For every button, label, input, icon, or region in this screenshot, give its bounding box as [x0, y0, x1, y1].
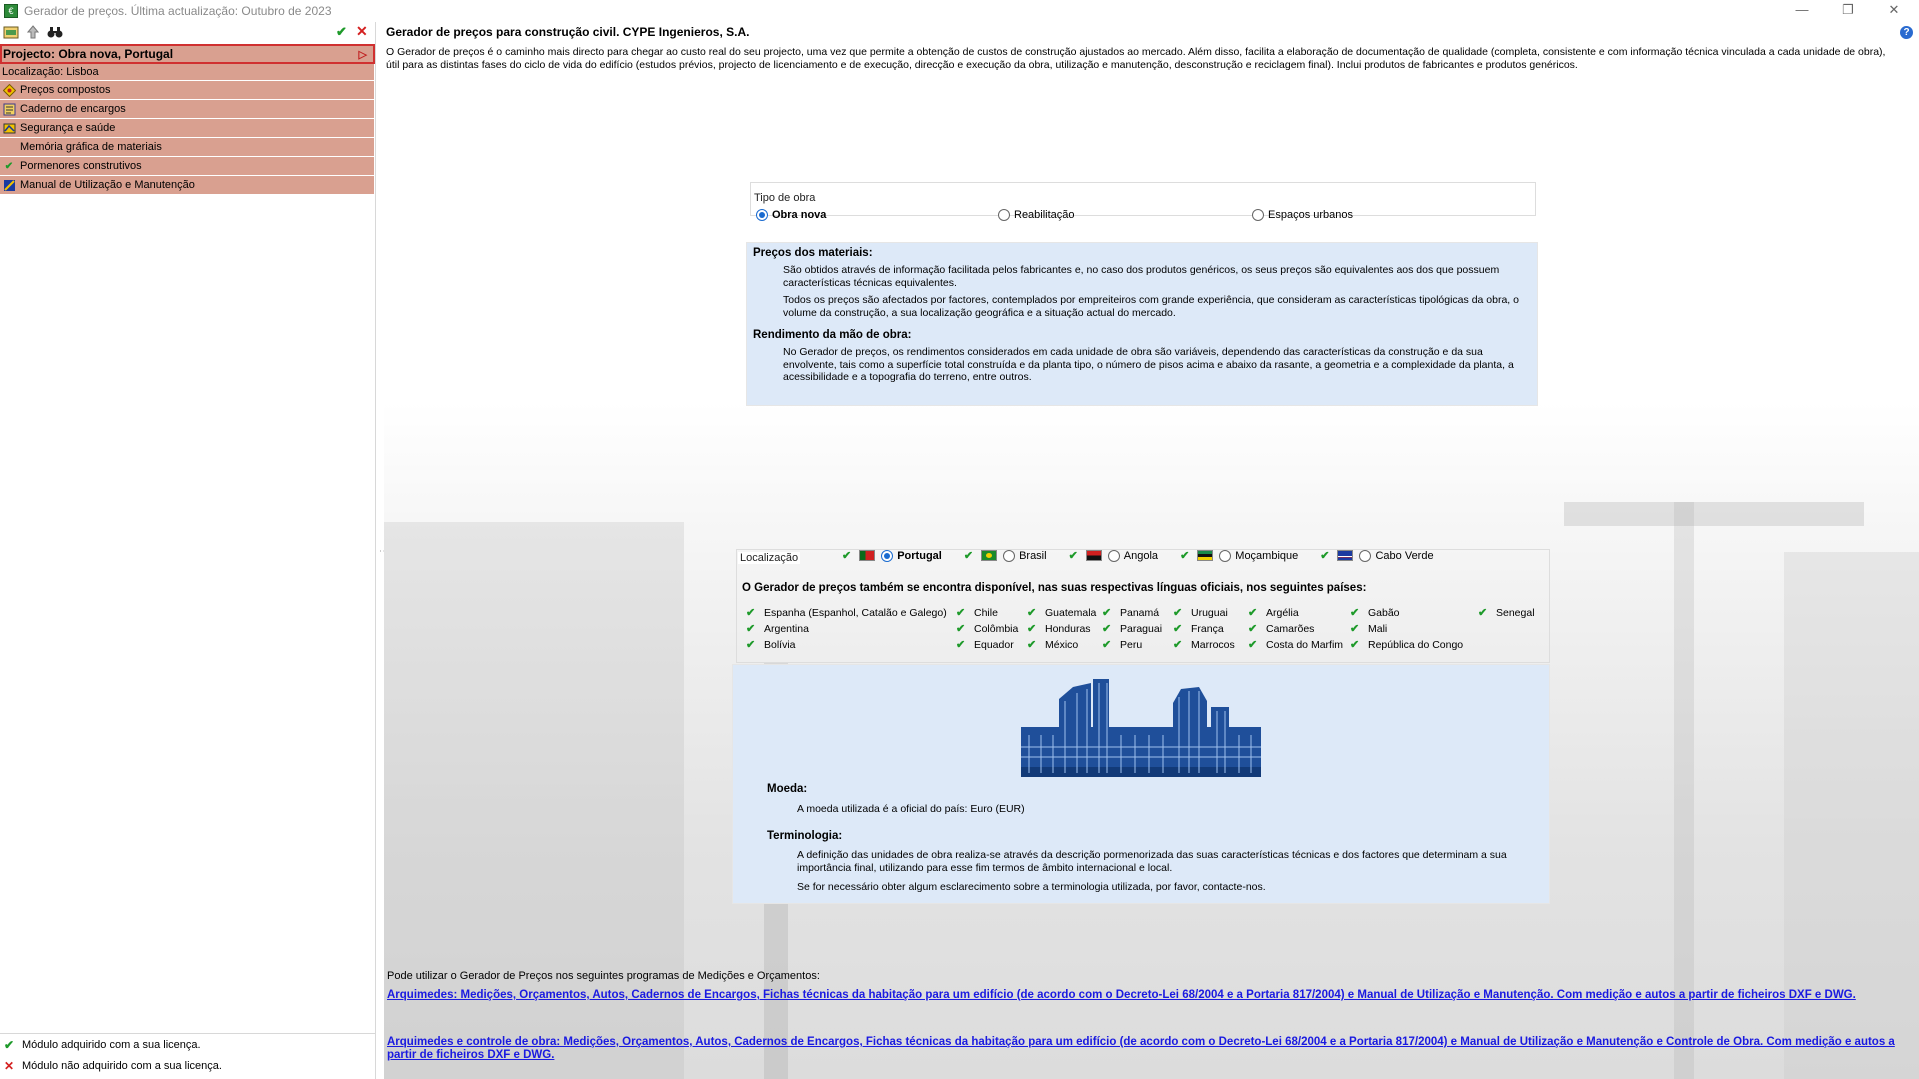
currency-title: Moeda:: [767, 783, 808, 795]
labor-paragraph: No Gerador de preços, os rendimentos considerados em cada unidade de obra são variáveis, dependendo das características da construção e da sua envolvente, tais como a superfície total construída e da planta tipo, o número de pisos acima e abaixo da rasante, a geometria e a complexidade da planta, a acessibilidade e a topografia do terreno, entre outros.: [783, 346, 1514, 383]
up-arrow-icon[interactable]: [24, 24, 42, 40]
materials-info-panel: [746, 242, 1538, 406]
legend-not-acquired: ✕ Módulo não adquirido com a sua licença.: [4, 1058, 222, 1073]
close-button[interactable]: ✕: [1888, 2, 1900, 17]
terminology-paragraph: A definição das unidades de obra realiza-se através da descrição pormenorizada das suas características técnicas e dos factores que determinam a sua importância final, utilizando para esse fim termos de âmbito internacional e local.: [797, 849, 1507, 874]
country-item: ✔ Paraguai: [1102, 623, 1163, 635]
labor-title: Rendimento da mão de obra:: [753, 329, 912, 341]
location-label[interactable]: Localização: Lisboa: [0, 64, 374, 81]
tipo-obra-legend: Tipo de obra: [754, 192, 816, 204]
app-icon: €: [4, 4, 18, 18]
window-title: Gerador de preços. Última actualização: Outubro de 2023: [24, 4, 332, 18]
terminology-contact: Se for necessário obter algum esclarecimento sobre a terminologia utilizada, por favor, contacte-nos.: [797, 881, 1266, 893]
country-item: ✔ Espanha (Espanhol, Catalão e Galego): [746, 607, 947, 619]
project-selector[interactable]: [0, 44, 375, 64]
link-arquimedes-controle-obra[interactable]: Arquimedes e controle de obra: Medições, Orçamentos, Autos, Cadernos de Encargos, Fichas técnicas da habitação para um edifício (de acordo com o Decreto-Lei 68/2004 e a Portaria 817/2004) e Manual de Utilização e Manutenção e Controle de Obra. Com medição e autos a partir de ficheiros DXF e DWG.: [387, 1036, 1895, 1061]
check-icon: ✔: [842, 550, 852, 562]
sidebar: [0, 22, 376, 1079]
check-icon: ✔: [4, 1037, 15, 1052]
help-icon[interactable]: ?: [1900, 26, 1913, 39]
radio-brasil[interactable]: Brasil: [1003, 550, 1047, 562]
localizacao-legend: Localização: [740, 552, 799, 564]
check-icon: ✔: [963, 550, 974, 562]
country-item: ✔ México: [1027, 639, 1079, 651]
country-item: ✔ Chile: [956, 607, 998, 619]
country-item: ✔ Honduras: [1027, 623, 1091, 635]
tipo-obra-group: [750, 182, 1536, 216]
sidebar-item-memoria-grafica[interactable]: [0, 138, 374, 157]
sidebar-item-label: Manual de Utilização e Manutenção: [20, 178, 195, 191]
materials-paragraph: São obtidos através de informação facilitada pelos fabricantes e, no caso dos produtos genéricos, os seus preços são equivalentes aos dos que possuem características técnicas equivalentes.: [783, 264, 1500, 289]
minimize-button[interactable]: —: [1795, 2, 1809, 17]
country-item: ✔ Camarões: [1248, 623, 1315, 635]
countries-column: [1102, 605, 1162, 653]
countries-column: [746, 605, 947, 653]
play-arrow-icon[interactable]: ▷: [358, 49, 367, 61]
countries-column: [1478, 605, 1535, 621]
radio-angola[interactable]: Angola: [1108, 550, 1158, 562]
country-options: [842, 549, 1434, 562]
sidebar-item-seguranca-saude[interactable]: [0, 119, 374, 138]
radio-reabilitacao[interactable]: Reabilitação: [998, 209, 1075, 221]
flag-cabo-verde-icon: [1337, 550, 1353, 561]
cross-icon: ✕: [4, 1058, 15, 1073]
title-bar: [0, 0, 1919, 22]
materials-title: Preços dos materiais:: [753, 247, 873, 259]
country-item: ✔ França: [1173, 623, 1224, 635]
currency-info-panel: [732, 664, 1550, 904]
check-icon: ✔: [1068, 550, 1078, 562]
accept-icon[interactable]: ✔: [336, 24, 347, 39]
radio-mocambique[interactable]: Moçambique: [1219, 550, 1298, 562]
country-item: ✔ Marrocos: [1173, 639, 1235, 651]
folder-open-icon[interactable]: [2, 24, 20, 40]
sidebar-item-label: Preços compostos: [20, 83, 111, 96]
sidebar-item-precos-compostos[interactable]: [0, 81, 374, 100]
country-item: ✔ Equador: [956, 639, 1014, 651]
country-item: ✔ República do Congo: [1350, 639, 1464, 651]
countries-column: [1248, 605, 1343, 653]
sidebar-item-pormenores[interactable]: [0, 157, 374, 176]
country-item: ✔ Mali: [1350, 623, 1388, 635]
sidebar-toolbar: [0, 22, 375, 42]
radio-icon: [998, 209, 1010, 221]
countries-column: [956, 605, 1018, 653]
intro-text: O Gerador de preços é o caminho mais directo para chegar ao custo real do seu projecto, uma vez que permite a obtenção de custos de construção ajustados ao mercado. Além disso, facilita a elaboração de documentação de qualidade (completa, consistente e com informação técnica vinculada a cada unidade de obra), útil para as distintas fases do ciclo de vida do edifício (estudos prévios, projecto de licenciamento e de execução, direcção e execução da obra, utilização e manutenção, desconstrução e reciclagem final). Inclui produtos de fabricantes e produtos genéricos.: [386, 46, 1886, 71]
flag-angola-icon: [1086, 550, 1102, 561]
price-icon: [2, 83, 16, 97]
country-item: ✔ Colômbia: [956, 623, 1019, 635]
sidebar-item-label: Memória gráfica de materiais: [20, 140, 162, 153]
legend-acquired: ✔ Módulo adquirido com a sua licença.: [4, 1037, 201, 1052]
manual-icon: [2, 178, 16, 192]
safety-icon: [2, 121, 16, 135]
country-item: ✔ Gabão: [1350, 607, 1400, 619]
countries-column: [1350, 605, 1463, 653]
page-title: Gerador de preços para construção civil. CYPE Ingenieros, S.A.: [386, 25, 750, 39]
countries-title: O Gerador de preços também se encontra disponível, nas suas respectivas línguas oficiais, nos seguintes países:: [742, 582, 1367, 594]
check-icon: ✔: [1180, 550, 1190, 562]
country-item: ✔ Bolívia: [746, 639, 796, 651]
city-skyline-image: [1021, 677, 1261, 777]
programs-intro: Pode utilizar o Gerador de Preços nos seguintes programas de Medições e Orçamentos:: [387, 970, 820, 982]
flag-mocambique-icon: [1197, 550, 1213, 561]
radio-icon: [1252, 209, 1264, 221]
link-arquimedes[interactable]: Arquimedes: Medições, Orçamentos, Autos, Cadernos de Encargos, Fichas técnicas da habitação para um edifício (de acordo com o Decreto-Lei 68/2004 e a Portaria 817/2004) e Manual de Utilização e Manutenção. Com medição e autos a partir de ficheiros DXF e DWG.: [387, 989, 1856, 1001]
sidebar-item-label: Segurança e saúde: [20, 121, 116, 134]
country-item: ✔ Argentina: [746, 623, 809, 635]
sidebar-item-caderno-encargos[interactable]: [0, 100, 374, 119]
flag-brasil-icon: [981, 550, 997, 561]
check-icon: ✔: [1320, 550, 1330, 562]
sidebar-item-label: Pormenores construtivos: [20, 159, 142, 172]
check-icon: ✔: [4, 160, 14, 172]
country-item: ✔ Panamá: [1102, 607, 1160, 619]
terminology-title: Terminologia:: [767, 830, 843, 842]
country-item: ✔ Peru: [1102, 639, 1143, 651]
license-legend: [0, 1033, 375, 1079]
countries-column: [1173, 605, 1235, 653]
sidebar-item-manual[interactable]: [0, 176, 374, 195]
radio-obra-nova[interactable]: Obra nova: [756, 209, 826, 221]
radio-cabo-verde[interactable]: Cabo Verde: [1359, 550, 1433, 562]
book-icon: [2, 102, 16, 116]
currency-text: A moeda utilizada é a oficial do país: Euro (EUR): [797, 803, 1025, 815]
flag-portugal-icon: [859, 550, 875, 561]
restore-button[interactable]: ❐: [1842, 2, 1854, 17]
radio-portugal[interactable]: Portugal: [881, 550, 942, 562]
project-label: Projecto: Obra nova, Portugal: [3, 47, 174, 61]
country-item: ✔ Senegal: [1478, 607, 1535, 619]
country-item: ✔ Argélia: [1248, 607, 1299, 619]
cancel-icon[interactable]: ✕: [356, 23, 368, 39]
sidebar-item-label: Caderno de encargos: [20, 102, 126, 115]
country-item: ✔ Uruguai: [1173, 607, 1228, 619]
binoculars-icon[interactable]: [46, 24, 64, 40]
country-item: ✔ Costa do Marfim: [1248, 639, 1344, 651]
radio-selected-icon: [756, 209, 768, 221]
country-item: ✔ Guatemala: [1027, 607, 1097, 619]
radio-espacos-urbanos[interactable]: Espaços urbanos: [1252, 209, 1353, 221]
main-panel: [384, 22, 1919, 1079]
materials-paragraph: Todos os preços são afectados por factores, contemplados por empreiteiros com grande experiência, que consideram as características tipológicas da obra, o volume da construção, a sua localização geográfica e a situação actual do mercado.: [783, 294, 1519, 319]
countries-column: [1027, 605, 1096, 653]
